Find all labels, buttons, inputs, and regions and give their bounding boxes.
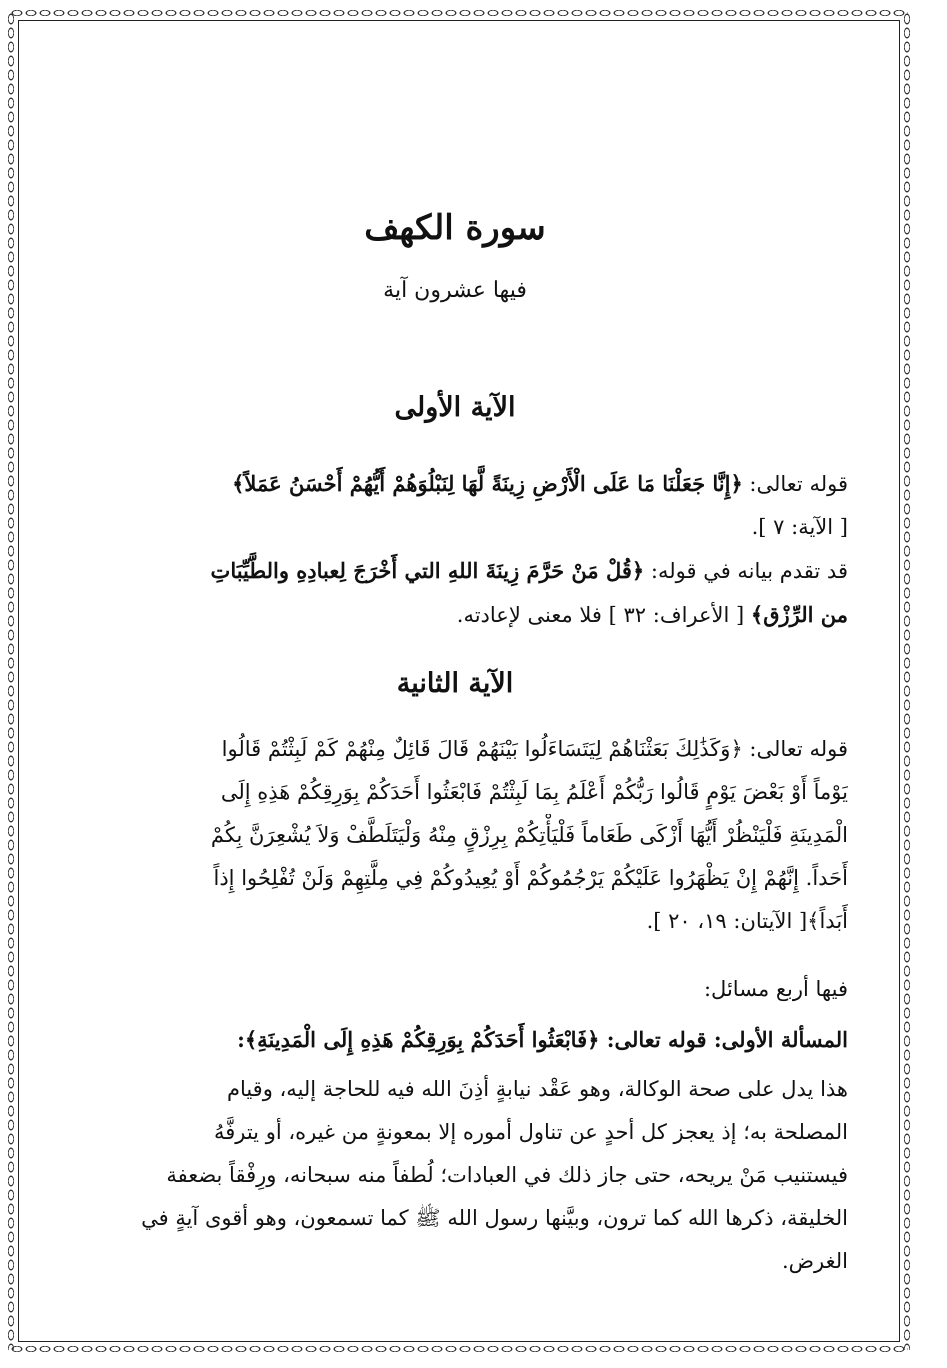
- right-chain-border: [900, 12, 914, 1350]
- ayah1-p2-intro: قد تقدم بيانه في قوله:: [644, 559, 848, 583]
- body-line: الخليقة، ذكرها الله كما ترون، وبيَّنها رسول الله ﷺ كما تسمعون، وهو أقوى آيةٍ في: [141, 1206, 848, 1230]
- ayah1-line2: [ الآية: ٧ ].: [751, 515, 848, 539]
- ayah2-line: قوله تعالى: ﴿وَكَذَٰلِكَ بَعَثْنَاهُمْ لِيَتَسَاءَلُوا بَيْنَهُمْ قَالَ قَائِلٌ مِنْهُمْ كَمْ لَبِثْتُمْ قَالُوا: [221, 737, 848, 761]
- masala1-body: [90, 1068, 848, 1283]
- ayah1-p2-line1: [90, 549, 848, 593]
- ayah1-heading: الآية الأولى: [394, 392, 516, 423]
- ayah2-line: يَوْماً أَوْ بَعْضَ يَوْمٍ قَالُوا رَبُّكُمْ أَعْلَمُ بِمَا لَبِثْتُمْ فَابْعَثُوا أَحَدَكُمْ بِوَرِقِكُمْ هَذِهِ إِلَى: [220, 780, 848, 804]
- ayah1-intro: قوله تعالى:: [742, 472, 848, 496]
- ayah2-text: [90, 728, 848, 943]
- masail-intro: فيها أربع مسائل:: [703, 977, 848, 1001]
- body-line: الغرض.: [781, 1249, 848, 1273]
- body-line: فيستنيب مَنْ يريحه، حتى جاز ذلك في العبادات؛ لُطفاً منه سبحانه، ورِفْقاً بضعفة: [166, 1163, 848, 1187]
- ayah2-heading: الآية الثانية: [396, 668, 514, 699]
- left-chain-border: [4, 12, 18, 1350]
- ayah2-line: الْمَدِينَةِ فَلْيَنْظُرْ أَيُّهَا أَزْكَى طَعَاماً فَلْيَأْتِكُمْ بِرِزْقٍ مِنْهُ وَلْيَتَلَطَّفْ وَلاَ يُشْعِرَنَّ بِكُمْ: [210, 823, 848, 847]
- ayah1-p2-quran1: ﴿قُلْ مَنْ حَرَّمَ زِينَةَ اللهِ التي أَخْرَجَ لِعبادِهِ والطَّيِّبَاتِ: [210, 558, 645, 583]
- body-line: المصلحة به؛ إذ يعجز كل أحدٍ عن تناول أموره إلا بمعونةٍ من غيره، أو يترفَّهُ: [213, 1120, 848, 1144]
- ayah1-p2-quran2: من الرِّزْق﴾: [750, 602, 848, 627]
- ayah1-text: [90, 462, 848, 637]
- ayah1-quran: ﴿إِنَّا جَعَلْنَا مَا عَلَى الْأَرْضِ زِينَةً لَّهَا لِنَبْلُوَهُمْ أَيُّهُمْ أَحْسَنُ عَمَلاً﴾: [232, 471, 743, 496]
- ayah2-line: أَحَداً. إِنَّهُمْ إِنْ يَظْهَرُوا عَلَيْكُمْ يَرْجُمُوكُمْ أَوْ يُعِيدُوكُمْ فِي مِلَّتِهِمْ وَلَنْ تُفْلِحُوا إِذاً: [213, 866, 848, 890]
- ayah1-line1: [90, 462, 848, 506]
- top-chain-border: [10, 6, 908, 20]
- masala1-heading: المسألة الأولى: قوله تعالى: ﴿فَابْعَثُوا أَحَدَكُمْ بِوَرِقِكُمْ هَذِهِ إِلَى الْمَدِينَةِ﴾:: [237, 1027, 848, 1052]
- surah-subtitle: فيها عشرون آية: [383, 278, 527, 303]
- surah-title: سورة الكهف: [364, 208, 546, 248]
- inner-border-top: [18, 20, 900, 21]
- ayah1-p2-line2: [90, 593, 848, 637]
- ayah1-p2-rest: [ الأعراف: ٣٢ ] فلا معنى لإعادته.: [456, 603, 751, 627]
- inner-border-left: [18, 20, 19, 1342]
- inner-border-right: [899, 20, 900, 1342]
- bottom-chain-border: [10, 1342, 908, 1356]
- body-line: هذا يدل على صحة الوكالة، وهو عَقْد نيابةٍ أذِنَ الله فيه للحاجة إليه، وقيام: [226, 1077, 848, 1101]
- inner-border-bottom: [18, 1341, 900, 1342]
- ayah2-line: أَبَداً﴾[ الآيتان: ١٩، ٢٠ ].: [646, 909, 848, 933]
